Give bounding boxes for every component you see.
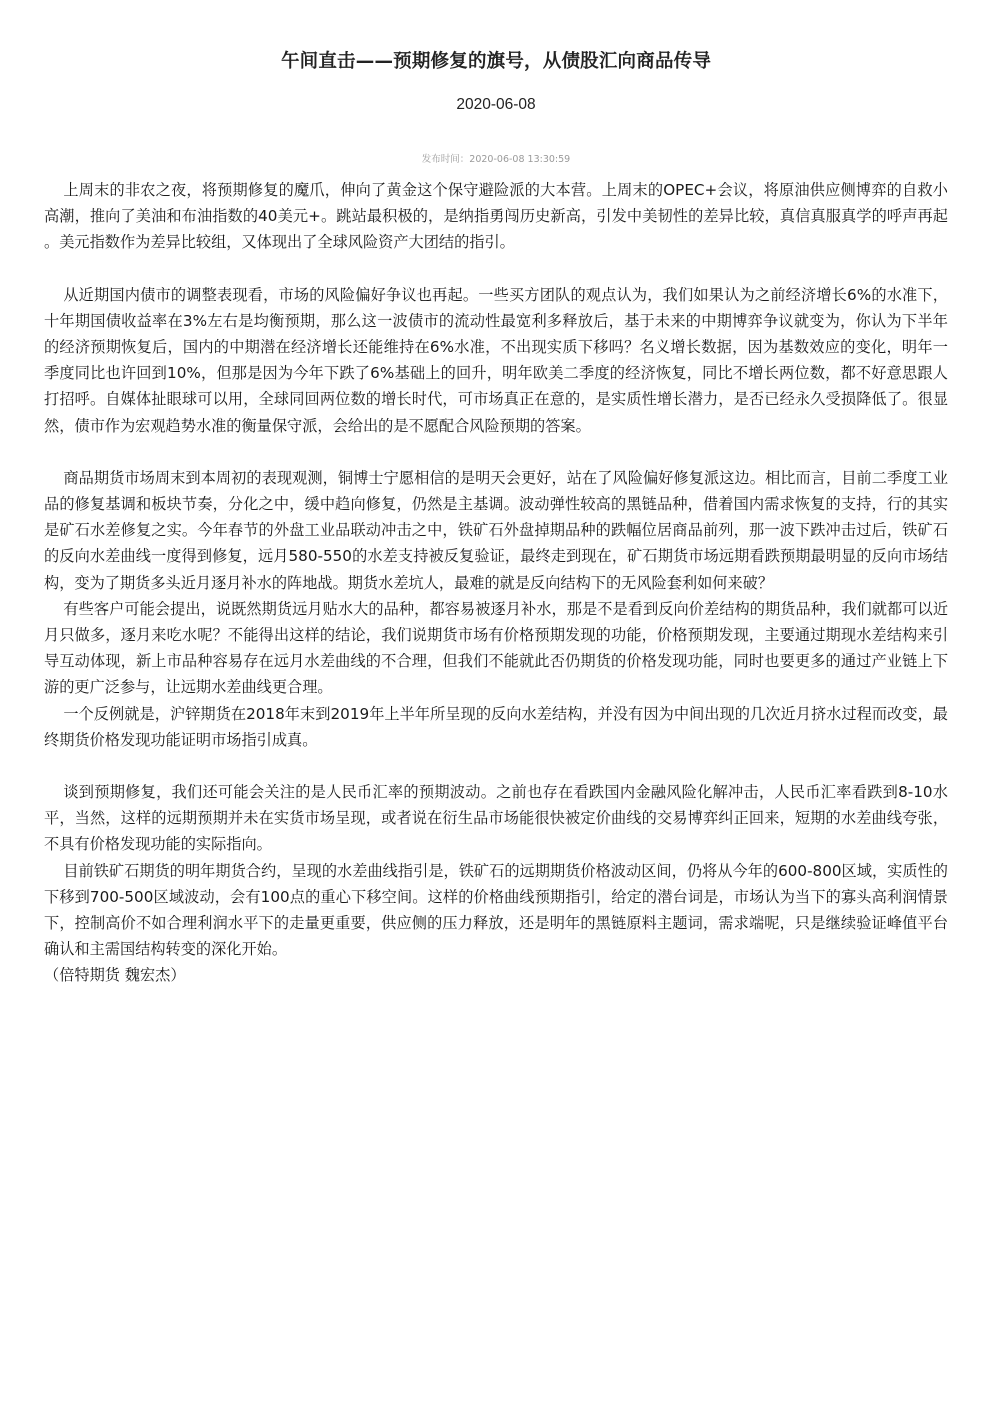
author-signature: （倍特期货 魏宏杰） — [44, 966, 186, 985]
paragraph-gap — [44, 256, 948, 282]
paragraph-gap — [44, 439, 948, 465]
article-date: 2020-06-08 — [456, 96, 536, 113]
paragraph-1: 上周末的非农之夜，将预期修复的魔爪，伸向了黄金这个保守避险派的大本营。上周末的OPEC+会议，将原油供应侧博弈的自救小高潮，推向了美油和布油指数的40美元+。跳站最积极的，是纳指勇闯历史新高，引发中美韧性的差异比较，真信真服真学的呼声再起。美元指数作为差异比较组，又体现出了全球风险资产大团结的指引。 — [44, 181, 948, 252]
paragraph-5: 一个反例就是，沪锌期货在2018年末到2019年上半年所呈现的反向水差结构，并没有因为中间出现的几次近月挤水过程而改变，最终期货价格发现功能证明市场指引成真。 — [44, 704, 948, 749]
paragraph-2: 从近期国内债市的调整表现看，市场的风险偏好争议也再起。一些买方团队的观点认为，我们如果认为之前经济增长6%的水准下，十年期国债收益率在3%左右是均衡预期，那么这一波债市的流动性最宽利多释放后，基于未来的中期博弈争议就变为，你认为下半年的经济预期恢复后，国内的中期潜在经济增长还能维持在6%水准，不出现实质下移吗？名义增长数据，因为基数效应的变化，明年一季度同比也许回到10%，但那是因为今年下跌了6%基础上的回升，明年欧美二季度的经济恢复，同比不增长两位数，都不好意思跟人打招呼。自媒体扯眼球可以用，全球同回两位数的增长时代，可市场真正在意的，是实质性增长潜力，是否已经永久受损降低了。很显然，债市作为宏观趋势水准的衡量保守派，会给出的是不愿配合风险预期的答案。 — [44, 285, 948, 435]
paragraph-7: 目前铁矿石期货的明年期货合约，呈现的水差曲线指引是，铁矿石的远期期货价格波动区间，仍将从今年的600-800区域，实质性的下移到700-500区域波动，会有100点的重心下移空间。这样的价格曲线预期指引，给定的潜台词是，市场认为当下的寡头高利润情景下，控制高价不如合理利润水平下的走量更重要，供应侧的压力释放，还是明年的黑链原料主题词，需求端呢，只是继续验证峰值平台确认和主需国结构转变的深化开始。 — [44, 861, 948, 959]
paragraph-3: 商品期货市场周末到本周初的表现观测，铜博士宁愿相信的是明天会更好，站在了风险偏好修复派这边。相比而言，目前二季度工业品的修复基调和板块节奏，分化之中，缓中趋向修复，仍然是主基调。波动弹性较高的黑链品种，借着国内需求恢复的支持，行的其实是矿石水差修复之实。今年春节的外盘工业品联动冲击之中，铁矿石外盘掉期品种的跌幅位居商品前列，那一波下跌冲击过后，铁矿石的反向水差曲线一度得到修复，远月580-550的水差支持被反复验证，最终走到现在，矿石期货市场远期看跌预期最明显的反向市场结构，变为了期货多头近月逐月补水的阵地战。期货水差坑人，最难的就是反向结构下的无风险套利如何来破？ — [44, 468, 948, 592]
article-title: 午间直击——预期修复的旗号，从债股汇向商品传导 — [280, 51, 712, 72]
paragraph-6: 谈到预期修复，我们还可能会关注的是人民币汇率的预期波动。之前也存在看跌国内金融风险化解冲击，人民币汇率看跌到8-10水平，当然，这样的远期预期并未在实货市场呈现，或者说在衍生品市场能很快被定价曲线的交易博弈纠正回来，短期的水差曲线夸张，不具有价格发现功能的实际指向。 — [44, 783, 948, 854]
paragraph-gap — [44, 753, 948, 779]
publish-time: 发布时间：2020-06-08 13:30:59 — [421, 154, 571, 165]
article-body — [44, 177, 948, 989]
paragraph-4: 有些客户可能会提出，说既然期货远月贴水大的品种，都容易被逐月补水，那是不是看到反向价差结构的期货品种，我们就都可以近月只做多，逐月来吃水呢？不能得出这样的结论，我们说期货市场有价格预期发现的功能，价格预期发现，主要通过期现水差结构来引导互动体现，新上市品种容易存在远月水差曲线的不合理，但我们不能就此否仍期货的价格发现功能，同时也要更多的通过产业链上下游的更广泛参与，让远期水差曲线更合理。 — [44, 599, 948, 697]
